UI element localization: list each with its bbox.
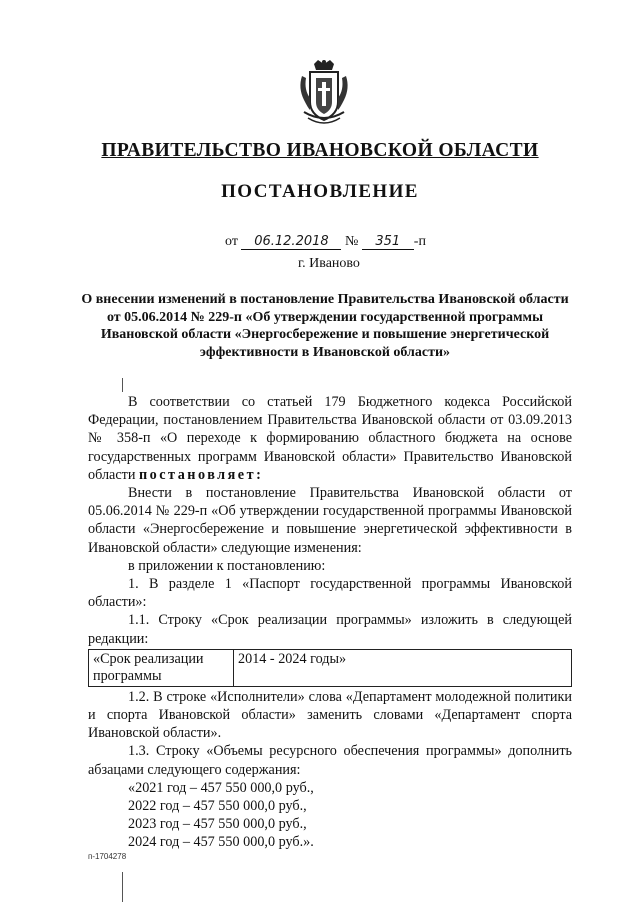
- handwritten-date: 06.12.2018: [241, 234, 341, 250]
- document-code: п-1704278: [88, 852, 127, 861]
- paragraph-item-1-2: 1.2. В строке «Исполнители» слова «Департамент молодежной политики и спорта Ивановской области» заменить словами «Департамент спорта Ивановской области».: [88, 688, 572, 742]
- number-suffix: -п: [413, 234, 426, 249]
- scan-artifact: [122, 378, 123, 392]
- organization-title: ПРАВИТЕЛЬСТВО ИВАНОВСКОЙ ОБЛАСТИ: [101, 140, 539, 161]
- list-item: 2023 год – 457 550 000,0 руб.,: [128, 816, 307, 833]
- table-cell-label: «Срок реализации программы: [89, 649, 234, 686]
- date-number-line: [225, 234, 426, 250]
- list-item: «2021 год – 457 550 000,0 руб.,: [128, 779, 314, 796]
- paragraph-appendix: в приложении к постановлению:: [128, 557, 326, 574]
- paragraph-preamble: [88, 393, 572, 484]
- document-subject: О внесении изменений в постановление Правительства Ивановской области от 05.06.2014 № 229-п «Об утверждении государственной программы Ивановской области «Энергосбережение и повышение энергетической эффективности в Ивановской области»: [81, 292, 569, 360]
- amendment-table: [88, 649, 572, 687]
- date-prefix: от: [225, 234, 238, 249]
- table-row: [89, 649, 572, 686]
- decree-verb: постановляет:: [138, 466, 264, 483]
- list-item: 2022 год – 457 550 000,0 руб.,: [128, 798, 307, 815]
- handwritten-number: 351: [362, 234, 414, 250]
- list-item: 2024 год – 457 550 000,0 руб.».: [128, 834, 314, 851]
- number-sign: №: [344, 234, 359, 249]
- paragraph-item-1-3: 1.3. Строку «Объемы ресурсного обеспечения программы» дополнить абзацами следующего содержания:: [88, 743, 572, 778]
- preamble-text: В соответствии со статьей 179 Бюджетного кодекса Российской Федерации, постановлением Правительства Ивановской области от 03.09.2013 № 358-п «О переходе к формированию областного бюджета на основе государственных программ Ивановской области» Правительство Ивановской области: [88, 394, 572, 483]
- paragraph-item-1-1: 1.1. Строку «Срок реализации программы» изложить в следующей редакции:: [88, 612, 572, 647]
- document-body: [88, 393, 572, 852]
- coat-of-arms-icon: [296, 58, 352, 128]
- paragraph-amend: Внести в постановление Правительства Ивановской области от 05.06.2014 № 229-п «Об утверждении государственной программы Ивановской области «Энергосбережение и повышение энергетической эффективности в Ивановской области» следующие изменения:: [88, 485, 572, 556]
- table-cell-value: 2014 - 2024 годы»: [234, 649, 572, 686]
- scan-artifact: [122, 872, 123, 902]
- city: г. Иваново: [298, 256, 360, 271]
- paragraph-item-1: 1. В разделе 1 «Паспорт государственной программы Ивановской области»:: [88, 576, 572, 611]
- amounts-list: [88, 779, 572, 852]
- document-type: ПОСТАНОВЛЕНИЕ: [221, 181, 419, 202]
